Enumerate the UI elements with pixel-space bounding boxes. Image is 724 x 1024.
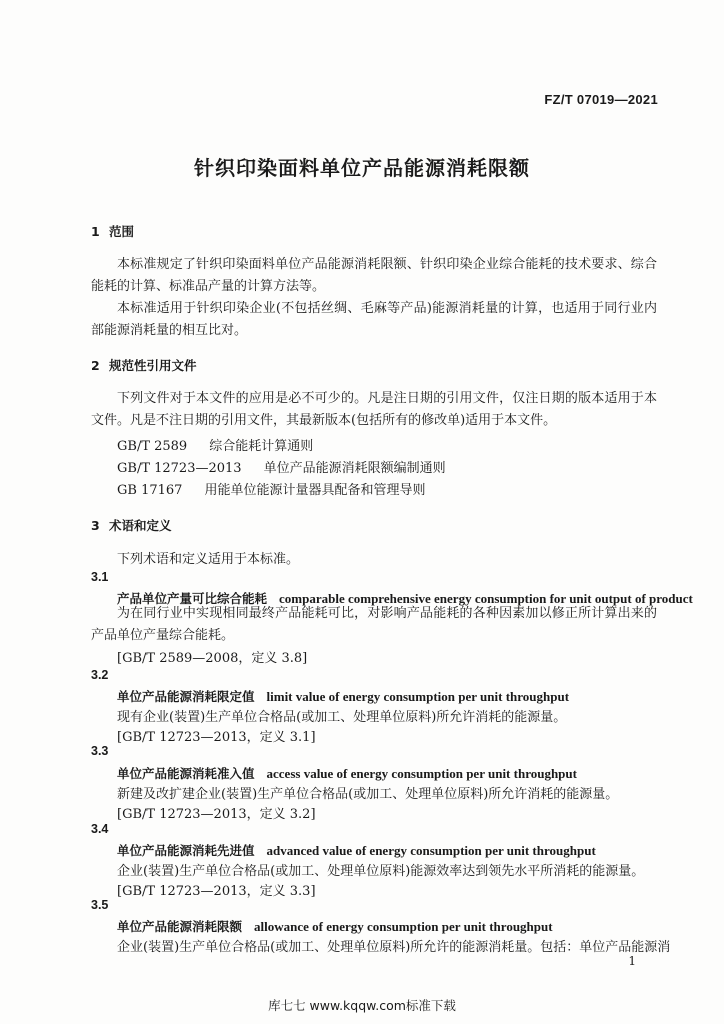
section-number: 1 xyxy=(91,224,100,239)
term-definition: 企业(装置)生产单位合格品(或加工、处理单位原料)所允许的能源消耗量。包括：单位产品能源消 xyxy=(117,940,671,955)
term-definition: 新建及改扩建企业(装置)生产单位合格品(或加工、处理单位原料)所允许消耗的能源量。 xyxy=(117,787,619,802)
term-chinese: 单位产品能源消耗准入值 xyxy=(117,766,255,781)
term-source: [GB/T 12723—2013，定义 3.1] xyxy=(117,730,316,745)
term-definition: 现有企业(装置)生产单位合格品(或加工、处理单位原料)所允许消耗的能源量。 xyxy=(117,710,567,725)
section-title: 规范性引用文件 xyxy=(109,358,197,373)
section-number: 2 xyxy=(91,358,100,373)
term-number: 3.3 xyxy=(91,744,109,758)
term-chinese: 产品单位产量可比综合能耗 xyxy=(117,591,268,606)
reference-code: GB 17167 xyxy=(117,483,183,498)
reference-name: 单位产品能源消耗限额编制通则 xyxy=(263,461,446,476)
term-chinese: 单位产品能源消耗先进值 xyxy=(117,843,255,858)
section-2-paragraph: 下列文件对于本文件的应用是必不可少的。凡是注日期的引用文件，仅注日期的版本适用于本文件。凡是不注日期的引用文件，其最新版本(包括所有的修改单)适用于本文件。 xyxy=(91,391,657,428)
reference-item xyxy=(117,435,313,454)
term-english: limit value of energy consumption per unit throughput xyxy=(266,689,570,704)
page-number: 1 xyxy=(628,954,636,968)
reference-item xyxy=(117,457,446,476)
section-3-intro: 下列术语和定义适用于本标准。 xyxy=(117,552,300,567)
section-1-paragraph-1: 本标准规定了针织印染面料单位产品能源消耗限额、针织印染企业综合能耗的技术要求、综合能耗的计算、标准品产量的计算方法等。 xyxy=(91,257,657,294)
standard-number: FZ/T 07019—2021 xyxy=(544,92,658,107)
section-2-heading xyxy=(91,356,197,374)
section-title: 范围 xyxy=(109,224,135,239)
term-english: allowance of energy consumption per unit throughput xyxy=(254,919,553,934)
reference-code: GB/T 2589 xyxy=(117,439,188,454)
term-english: comparable comprehensive energy consumption for unit output of product xyxy=(279,591,693,606)
term-number: 3.2 xyxy=(91,668,109,682)
footer-watermark: 库七七 www.kqqw.com标准下载 xyxy=(268,998,456,1013)
term-definition: 为在同行业中实现相同最终产品能耗可比，对影响产品能耗的各种因素加以修正所计算出来的产品单位产量综合能耗。 xyxy=(91,606,657,643)
reference-name: 综合能耗计算通则 xyxy=(209,439,314,454)
section-3-heading xyxy=(91,516,172,534)
term-english: access value of energy consumption per unit throughput xyxy=(266,766,577,781)
term-number: 3.5 xyxy=(91,898,109,912)
term-number: 3.1 xyxy=(91,570,109,584)
term-heading xyxy=(117,840,596,859)
term-definition: 企业(装置)生产单位合格品(或加工、处理单位原料)能源效率达到领先水平所消耗的能源量。 xyxy=(117,864,645,879)
section-1-heading xyxy=(91,222,134,240)
term-chinese: 单位产品能源消耗限定值 xyxy=(117,689,255,704)
term-source-text: [GB/T 2589—2008，定义 3.8] xyxy=(117,651,308,666)
term-source xyxy=(117,647,307,666)
reference-item xyxy=(117,479,425,498)
reference-name: 用能单位能源计量器具配备和管理导则 xyxy=(204,483,426,498)
term-english: advanced value of energy consumption per unit throughput xyxy=(266,843,596,858)
term-heading xyxy=(117,686,569,705)
section-number: 3 xyxy=(91,518,100,533)
reference-code: GB/T 12723—2013 xyxy=(117,461,242,476)
section-title: 术语和定义 xyxy=(109,518,172,533)
section-1-paragraph-2: 本标准适用于针织印染企业(不包括丝绸、毛麻等产品)能源消耗量的计算，也适用于同行业内部能源消耗量的相互比对。 xyxy=(91,301,657,338)
document-title: 针织印染面料单位产品能源消耗限额 xyxy=(194,156,530,180)
term-source: [GB/T 12723—2013，定义 3.2] xyxy=(117,807,316,822)
term-source: [GB/T 12723—2013，定义 3.3] xyxy=(117,884,316,899)
term-chinese: 单位产品能源消耗限额 xyxy=(117,919,243,934)
term-number: 3.4 xyxy=(91,822,109,836)
term-heading xyxy=(117,916,553,935)
term-heading xyxy=(117,763,577,782)
